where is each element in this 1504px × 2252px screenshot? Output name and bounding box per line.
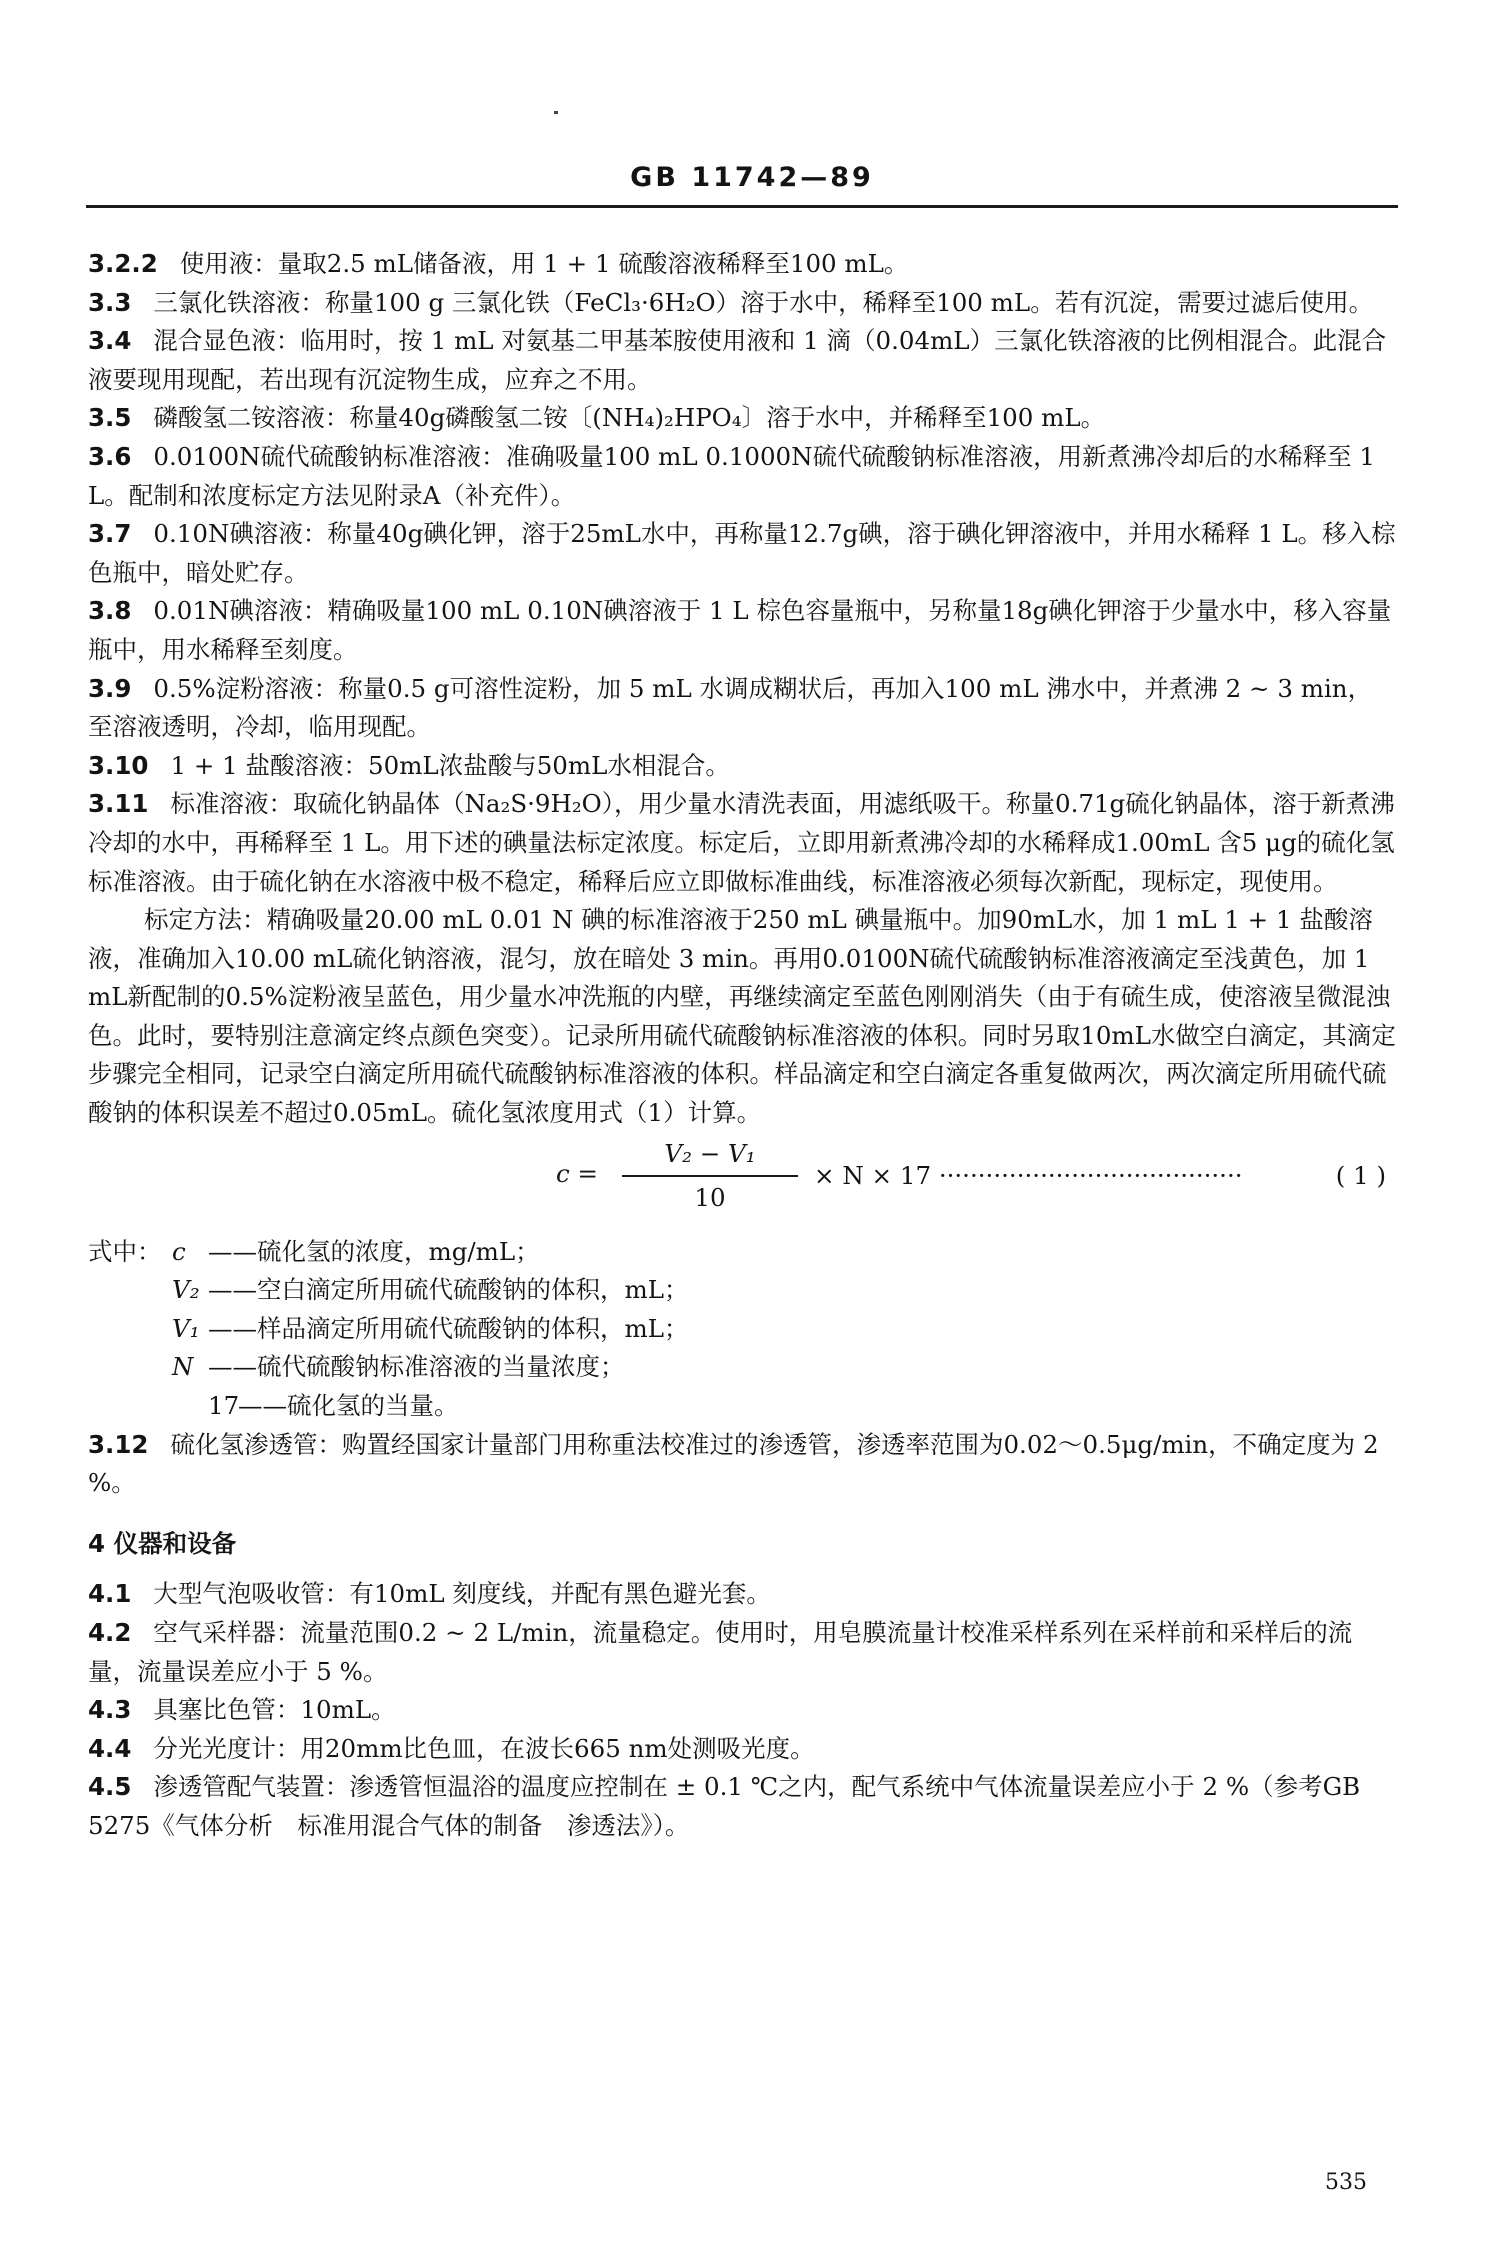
item-3-3: 3.3 三氯化铁溶液：称量100 g 三氯化铁（FeCl₃·6H₂O）溶于水中，稀释至100 mL。若有沉淀，需要过滤后使用。 <box>88 287 1374 317</box>
definition-v2: V₂ ——空白滴定所用硫代硫酸钠的体积，mL； <box>172 1275 689 1305</box>
section-4-heading: 4 仪器和设备 <box>88 1528 237 1558</box>
formula-lhs: c = <box>556 1158 599 1188</box>
item-3-6: 3.6 0.0100N硫代硫酸钠标准溶液：准确吸量100 mL 0.1000N硫代硫酸钠标准溶液，用新煮沸冷却后的水稀释至 1 L。配制和浓度标定方法见附录A（补充件）。 <box>88 441 1375 510</box>
header-rule <box>86 205 1398 208</box>
item-3-12: 3.12 硫化氢渗透管：购置经国家计量部门用称重法校准过的渗透管，渗透率范围为0.02～0.5μg/min，不确定度为 2 %。 <box>88 1429 1379 1498</box>
formula-numerator: V₂ − V₁ <box>664 1138 756 1168</box>
item-3-9: 3.9 0.5%淀粉溶液：称量0.5 g可溶性淀粉，加 5 mL 水调成糊状后，再加入100 mL 沸水中，并煮沸 2 ~ 3 min，至溶液透明，冷却，临用现配。 <box>88 673 1373 742</box>
item-3-4: 3.4 混合显色液：临用时，按 1 mL 对氨基二甲基苯胺使用液和 1 滴（0.04mL）三氯化铁溶液的比例相混合。此混合液要现用现配，若出现有沉淀物生成，应弃之不用。 <box>88 326 1387 394</box>
calibration-method-paragraph: 标定方法：精确吸量20.00 mL 0.01 N 碘的标准溶液于250 mL 碘量瓶中。加90mL水，加 1 mL 1 + 1 盐酸溶液，准确加入10.00 mL硫化钠溶液，混匀，放在暗处 3 min。再用0.0100N硫代硫酸钠标准溶液滴定至浅黄色，加 1 mL新配制的0.5%淀粉液呈蓝色，用少量水冲洗瓶的内壁，再继续滴定至蓝色刚刚消失（由于有硫生成，使溶液呈微混浊色。此时，要特别注意滴定终点颜色突变）。记录所用硫代硫酸钠标准溶液的体积。同时另取10mL水做空白滴定，其滴定步骤完全相同，记录空白滴定所用硫代硫酸钠标准溶液的体积。样品滴定和空白滴定各重复做两次，两次滴定所用硫代硫酸钠的体积误差不超过0.05mL。硫化氢浓度用式（1）计算。 <box>88 905 1396 1128</box>
item-3-5: 3.5 磷酸氢二铵溶液：称量40g磷酸氢二铵〔(NH₄)₂HPO₄〕溶于水中，并稀释至100 mL。 <box>88 403 1106 433</box>
formula-denominator: 10 <box>694 1182 726 1212</box>
definition-17: 17——硫化氢的当量。 <box>208 1391 459 1421</box>
page-number: 535 <box>1325 2170 1367 2195</box>
definition-n: N ——硫代硫酸钠标准溶液的当量浓度； <box>172 1352 625 1382</box>
item-3-11: 3.11 标准溶液：取硫化钠晶体（Na₂S·9H₂O），用少量水清洗表面，用滤纸吸干。称量0.71g硫化钠晶体，溶于新煮沸冷却的水中，再稀释至 1 L。用下述的碘量法标定浓度。标定后，立即用新煮沸冷却的水稀释成1.00mL 含5 μg的硫化氢标准溶液。由于硫化钠在水溶液中极不稳定，稀释后应立即做标准曲线，标准溶液必须每次新配，现标定，现使用。 <box>88 789 1395 896</box>
scan-speck <box>554 111 558 114</box>
formula-number: ( 1 ) <box>1335 1160 1386 1190</box>
item-4-3: 4.3 具塞比色管：10mL。 <box>88 1695 396 1725</box>
definition-v1: V₁ ——样品滴定所用硫代硫酸钠的体积，mL； <box>172 1313 689 1343</box>
formula-rest: × N × 17 ······································· <box>814 1160 1243 1190</box>
formula-fraction <box>610 1135 810 1217</box>
item-4-5: 4.5 渗透管配气装置：渗透管恒温浴的温度应控制在 ± 0.1 ℃之内，配气系统中气体流量误差应小于 2 %（参考GB 5275《气体分析 标准用混合气体的制备 渗透法》）。 <box>88 1772 1361 1840</box>
item-4-1: 4.1 大型气泡吸收管：有10mL 刻度线，并配有黑色避光套。 <box>88 1579 771 1609</box>
formula-1 <box>88 1133 1396 1233</box>
item-4-2: 4.2 空气采样器：流量范围0.2 ~ 2 L/min，流量稳定。使用时，用皂膜流量计校准采样系列在采样前和采样后的流量，流量误差应小于 5 %。 <box>88 1618 1353 1686</box>
definitions-lead: 式中： <box>88 1236 162 1266</box>
document-body <box>88 245 1396 1846</box>
item-3-10: 3.10 1 + 1 盐酸溶液：50mL浓盐酸与50mL水相混合。 <box>88 750 730 780</box>
item-3-2-2: 3.2.2 使用液：量取2.5 mL储备液，用 1 + 1 硫酸溶液稀释至100 mL。 <box>88 249 909 278</box>
item-3-7: 3.7 0.10N碘溶液：称量40g碘化钾，溶于25mL水中，再称量12.7g碘，溶于碘化钾溶液中，并用水稀释 1 L。移入棕色瓶中，暗处贮存。 <box>88 519 1396 587</box>
definition-c: 式中： c ——硫化氢的浓度，mg/mL； <box>88 1233 1396 1272</box>
item-3-8: 3.8 0.01N碘溶液：精确吸量100 mL 0.10N碘溶液于 1 L 棕色容量瓶中，另称量18g碘化钾溶于少量水中，移入容量瓶中，用水稀释至刻度。 <box>88 596 1392 664</box>
fraction-bar <box>622 1175 798 1177</box>
item-4-4: 4.4 分光光度计：用20mm比色皿，在波长665 nm处测吸光度。 <box>88 1733 815 1763</box>
standard-header: GB 11742—89 <box>630 162 874 193</box>
